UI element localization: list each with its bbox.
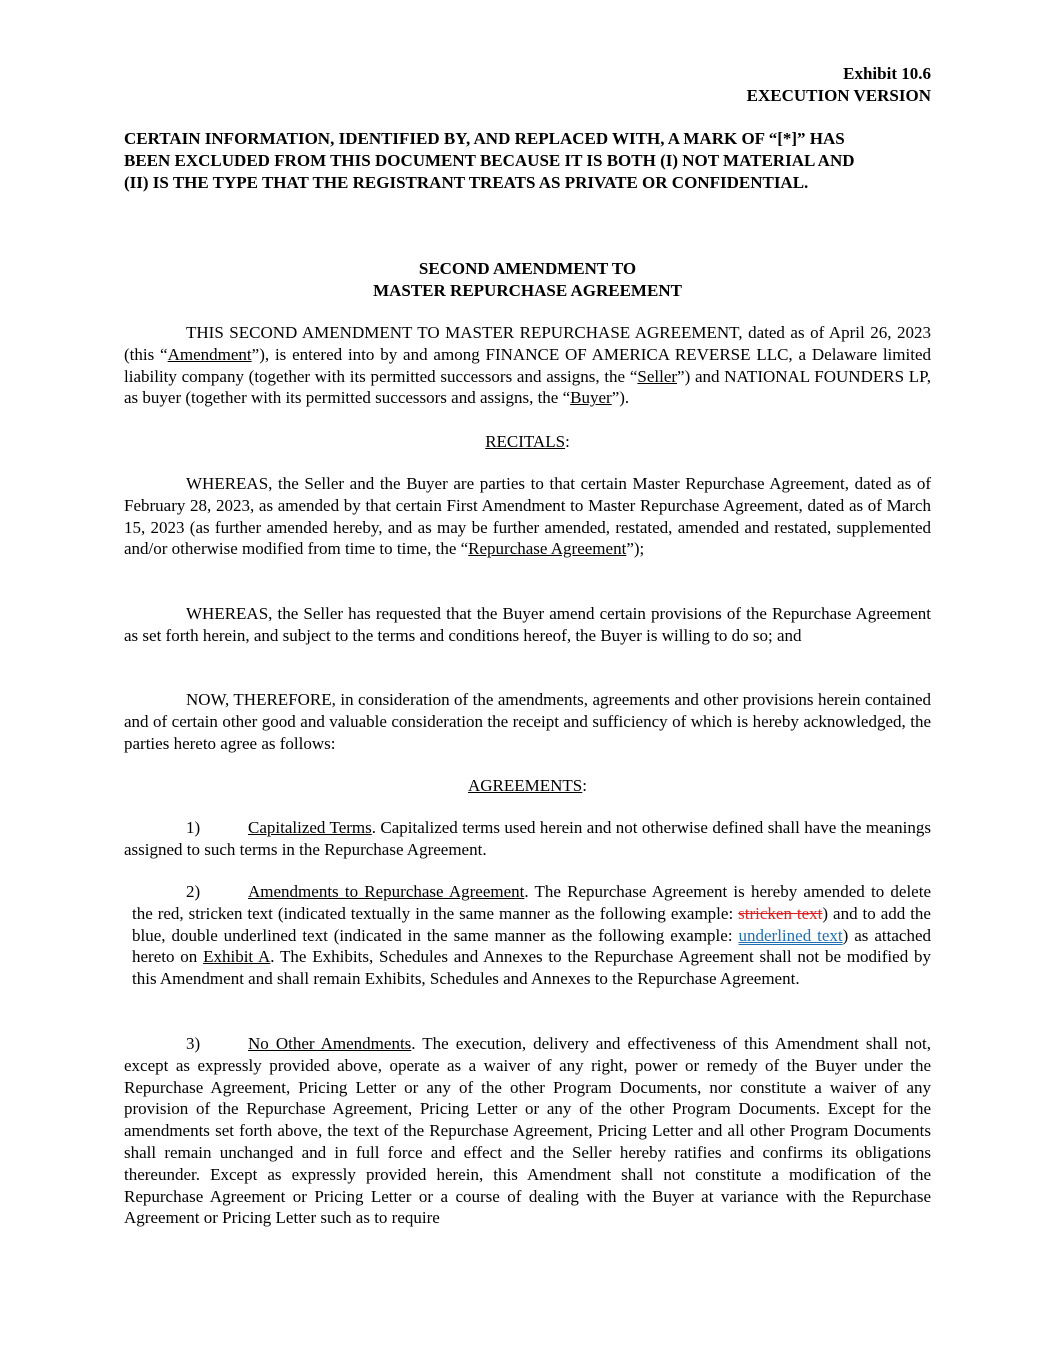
defined-term-seller: Seller xyxy=(637,366,678,386)
agreements-colon: : xyxy=(582,776,587,795)
section-1 xyxy=(124,817,931,861)
now-therefore-paragraph: NOW, THEREFORE, in consideration of the amendments, agreements and other provisions herein contained and of certain other good and valuable consideration the receipt and sufficiency of which is hereby acknowledged, the parties hereto agree as follows: xyxy=(124,690,931,753)
recitals-label: RECITALS xyxy=(485,432,566,451)
recitals-heading xyxy=(124,431,931,453)
exhibit-header xyxy=(600,63,931,107)
section-number: 1) xyxy=(186,818,201,837)
defined-term-buyer: Buyer xyxy=(570,388,612,408)
intro-text: THIS SECOND AMENDMENT TO MASTER REPURCHASE AGREEMENT, dated as of April 26, 2023 (this “ xyxy=(124,323,931,364)
legend-line: BEEN EXCLUDED FROM THIS DOCUMENT BECAUSE IT IS BOTH (I) NOT MATERIAL AND xyxy=(124,151,855,170)
defined-term-amendment: Amendment xyxy=(167,344,252,364)
exhibit-reference: Exhibit A xyxy=(203,947,271,967)
section-2 xyxy=(132,881,931,990)
section-heading: Capitalized Terms xyxy=(248,818,372,837)
intro-text: ”), is entered into by and among FINANCE OF AMERICA REVERSE LLC, a Delaware limited liability company (together with its permitted successors and assigns, the “ xyxy=(124,344,931,386)
title-line: MASTER REPURCHASE AGREEMENT xyxy=(373,281,682,300)
section-heading: Amendments to Repurchase Agreement xyxy=(248,882,525,901)
stricken-text-example: stricken text xyxy=(738,903,823,923)
intro-text: ”). xyxy=(611,388,630,408)
defined-term-repurchase-agreement: Repurchase Agreement xyxy=(468,539,627,559)
section-heading: No Other Amendments xyxy=(248,1034,412,1053)
recitals-colon: : xyxy=(565,432,570,451)
document-title xyxy=(124,258,931,302)
agreements-label: AGREEMENTS xyxy=(467,776,583,795)
section-text: ) and to add the blue, double underlined text (indicated in the same manner as the following example: xyxy=(132,903,931,945)
section-text: . Capitalized terms used herein and not otherwise defined shall have the meanings assigned to such terms in the Repurchase Agreement. xyxy=(124,818,931,859)
section-text: ) as attached hereto on xyxy=(132,925,931,967)
section-text: . The execution, delivery and effectiveness of this Amendment shall not, except as expressly provided above, operate as a waiver of any right, power or remedy of the Buyer under the Repurchase Agreement, Pricing Letter or any of the other Program Documents, nor constitute a waiver of any provision of the Repurchase Agreement, Pricing Letter or any of the other Program Documents. Except for the amendments set forth above, the text of the Repurchase Agreement, Pricing Letter and all other Program Documents shall remain unchanged and in full force and effect and the Seller hereby ratifies and confirms its obligations thereunder. Except as expressly provided herein, this Amendment shall not constitute a modification of the Repurchase Agreement or Pricing Letter or a course of dealing with the Buyer at variance with the Repurchase Agreement or Pricing Letter such as to require xyxy=(124,1034,931,1228)
confidentiality-legend xyxy=(124,128,931,194)
underlined-text-example[interactable]: underlined text xyxy=(738,925,843,945)
exhibit-number: Exhibit 10.6 xyxy=(843,64,931,83)
whereas-paragraph-2: WHEREAS, the Seller has requested that the Buyer amend certain provisions of the Repurchase Agreement as set forth herein, and subject to the terms and conditions hereof, the Buyer is willing to do so; and xyxy=(124,604,931,645)
intro-paragraph xyxy=(124,322,931,409)
version-label: EXECUTION VERSION xyxy=(746,86,931,105)
legend-line: (II) IS THE TYPE THAT THE REGISTRANT TREATS AS PRIVATE OR CONFIDENTIAL. xyxy=(124,173,809,192)
title-line: SECOND AMENDMENT TO xyxy=(418,259,637,278)
section-text: . The Exhibits, Schedules and Annexes to the Repurchase Agreement shall not be modified by this Amendment and shall remain Exhibits, Schedules and Annexes to the Repurchase Agreement. xyxy=(132,947,931,989)
section-3 xyxy=(124,1033,931,1229)
whereas-text: ”); xyxy=(626,539,645,559)
whereas-text: WHEREAS, the Seller and the Buyer are parties to that certain Master Repurchase Agreement, dated as of February 28, 2023, as amended by that certain First Amendment to Master Repurchase Agreement, dated as of March 15, 2023 (as further amended hereby, and as may be further amended, restated, amended and restated, supplemented and/or otherwise modified from time to time, the “ xyxy=(124,474,931,559)
agreements-heading xyxy=(124,775,931,797)
whereas-paragraph-1 xyxy=(124,473,931,560)
section-text: . The Repurchase Agreement is hereby amended to delete the red, stricken text (indicated textually in the same manner as the following example: xyxy=(132,882,931,923)
intro-text: ”) and NATIONAL FOUNDERS LP, as buyer (together with its permitted successors and assigns, the “ xyxy=(124,366,931,408)
legend-line: CERTAIN INFORMATION, IDENTIFIED BY, AND REPLACED WITH, A MARK OF “[*]” HAS xyxy=(124,129,845,148)
section-number: 2) xyxy=(186,882,201,901)
section-number: 3) xyxy=(186,1034,201,1053)
